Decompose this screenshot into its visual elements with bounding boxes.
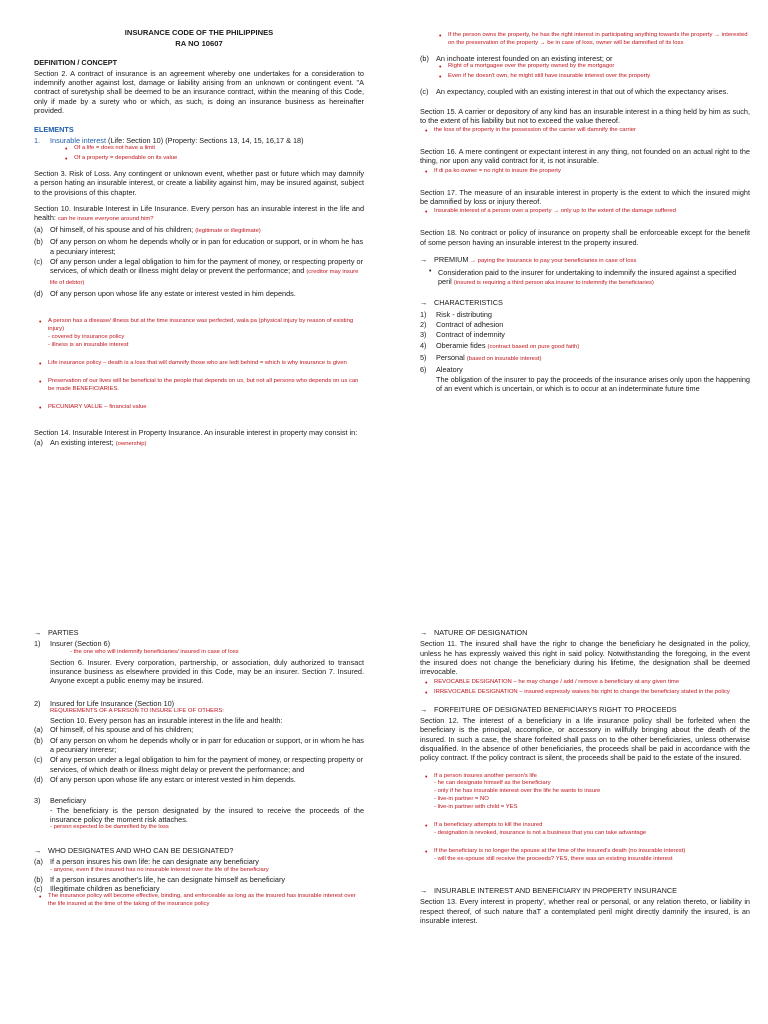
item-text: Personal — [436, 352, 467, 362]
section-10-notes — [34, 311, 364, 423]
item-mark: 4) — [420, 340, 427, 350]
item-text: Beneficiary — [50, 796, 87, 806]
item-mark: (c) — [34, 755, 43, 765]
item-text: Risk - distributing — [436, 309, 492, 319]
premium-heading — [420, 255, 750, 266]
item-text: Insured for Life Insurance (Section 10) — [50, 698, 175, 708]
item-text: Insurer (Section 6) — [50, 639, 111, 649]
premium-bullet-note: (insured is requiring a third person aka insurer to indemnify the beneficiaries) — [453, 280, 654, 287]
note-bullet: • IRREVOCABLE DESIGNATION – insured expressly waives his right to change the beneficiary stated in the policy — [420, 689, 750, 697]
item-text: An existing interest; — [50, 438, 116, 448]
section-3-text: Section 3. Risk of Loss. Any contingent or unknown event, whether past or future which may damnify a person hating an insurable interest, or create a liability against him, may be insured against, subject to the provisions of this chapter. — [34, 169, 364, 197]
item-text: Of any person upon whose life any estarc or interest vested in him depends. — [50, 774, 296, 784]
item-mark: (d) — [34, 774, 43, 784]
item-mark: 3) — [34, 796, 41, 806]
party-insurer — [34, 639, 364, 648]
section-6-text: Section 6. Insurer. Every corporation, partnership, or association, duly authorized to transact insurance business as elsewhere provided in this Code, may be an insurer. Section 7. Insured. Anyone except a public enemy may be insured. — [50, 657, 364, 686]
section-10-text — [34, 204, 364, 224]
item-mark: (b) — [34, 237, 43, 247]
insured-list — [34, 725, 364, 784]
document-subtitle: RA NO 10607 — [175, 38, 223, 48]
note-bullet: • If a beneficiary attempts to kill the insured - designation is revoked, insurance is not a business that you can take advantage — [420, 822, 750, 838]
beneficiary-note: - person expected to be damnified by the loss — [50, 824, 169, 831]
item-mark: 5) — [420, 352, 427, 362]
section-2-text: Section 2. A contract of insurance is an agreement whereby one undertakes for a consideration to indemnify another against lost, damage or liability arising from an unknown or contingent event. "A contract of suretyship shall be deemed to be an insurance contract, within the meaning of this Code, only if made by a surety who or which, as such, is doing an insurance business as hereinafter provided. — [34, 68, 364, 116]
item-mark: (b) — [34, 874, 43, 884]
section-16-text: Section 16. A mere contingent or expectant interest in any thing, not founded on an actual right to the thing, nor upon any valid contract for it, is not insurable. — [420, 147, 750, 166]
note-bullet: • The insurance policy will become effective, binding, and enforceable as long as the insured has insurable interest over the life insured at the time of the taking of the insurance policy — [34, 893, 364, 909]
arrow-icon: → — [420, 255, 428, 265]
element-1-rest: (Life: Section 10) (Property: Sections 13, 14, 15, 16,17 & 18) — [105, 135, 304, 145]
section-12-bullets — [420, 765, 750, 875]
section-13-text: Section 13. Every interest in property', whether real or personal, or any relation thereto, or liability in respect thereof, of such nature thaT a contemplated peril might directly damnify the insured, is an insurable interest. — [420, 897, 750, 926]
note-bullet: • REVOCABLE DESIGNATION – he may change / add / remove a beneficiary at any given time — [420, 679, 750, 687]
who-designates-heading — [34, 846, 364, 855]
note-bullet: • the loss of the property in the possession of the carrier will damnify the carrier — [420, 127, 750, 135]
arrow-icon: → — [420, 628, 428, 637]
section-18-text: Section 18. No contract or policy of insurance on property shall be enforceable except for the benefit of some person having an insurable interest tn the property insured. — [420, 228, 750, 247]
item-text: An expectancy, coupled with an existing interest in that out of which the expectancy arises. — [436, 87, 729, 97]
item-mark: (a) — [34, 438, 43, 448]
note-bullet: • Life insurance policy – death is a loss that will damnify those who are ledt behind = which is why insurance is given — [34, 360, 364, 368]
arrow-icon: → — [420, 704, 428, 714]
note-bullet: • If the beneficiary is no longer the spouse at the time of the insured's death (no insurable interest) - will the ex-spouse still receive the proceeds? YES, there was an existing insurable interest — [420, 848, 750, 864]
item-text: Of himself, of his spouse and of his children; — [50, 225, 196, 235]
section-17-text: Section 17. The measure of an insurable interest in property is the extent to which the insured might be damnified by loss or injury thereof. — [420, 187, 750, 207]
section-14-item-a — [34, 438, 364, 449]
premium-bullet — [424, 268, 750, 288]
item-mark: 1) — [34, 639, 41, 649]
insured-item — [34, 725, 364, 734]
item-note: (legitimate or illegitimate) — [195, 228, 261, 235]
section-17-bullets — [420, 208, 750, 216]
note-bullet: • Preservation of our lives will be beneficial to the people that depends on us, but not all persons who depends on us can be made BENEFICIARIES. — [34, 378, 364, 394]
premium-bullet-text: Consideration paid to the insurer for undertaking to indemnify the insured against a specified peril — [438, 268, 737, 287]
section-14-text: Section 14. Insurable Interest in Property Insurance. An insurable interest in property may consist in: — [34, 428, 358, 438]
who-item-a — [34, 857, 364, 866]
item-mark: (a) — [34, 725, 43, 735]
party-insured — [34, 699, 364, 708]
element-1-label: Insurable interest — [50, 135, 106, 145]
party-beneficiary — [34, 796, 364, 805]
item-mark: 2) — [34, 698, 41, 708]
aleatory-description: The obligation of the insurer to pay the proceeds of the insurance arises only upon the happening of an event which is uncertain, or which is to occur at an indeterminate future time — [436, 374, 750, 394]
item-mark: (a) — [34, 225, 43, 235]
item-mark: (c) — [34, 884, 43, 894]
element-1-bullet: • Of a life = does not have a limit — [60, 145, 364, 153]
beneficiary-description: - The beneficiary is the person designated by the insured to receive the proceeds of the insurance policy the moment risk attaches. — [50, 805, 364, 824]
document-page-2 — [0, 518, 768, 1024]
premium-label: PREMIUM — [434, 255, 469, 265]
item-mark: (c) — [420, 87, 429, 97]
item-note: (ownership) — [115, 441, 147, 448]
insured-requirements: REQUIREMENTS OF A PERSON TO INSURE LIFE OF OTHERS: — [50, 707, 224, 714]
item-text: Oberamie fides — [436, 340, 488, 350]
who-bullets — [34, 893, 364, 909]
section-10-main: Section 10. Insurable Interest in Life Insurance. Every person has an insurable interest in the life and health: — [34, 203, 364, 223]
arrow-icon: → — [34, 628, 42, 637]
characteristics-heading — [420, 298, 750, 307]
note-bullet: • PECUNIARY VALUE – financial value — [34, 404, 364, 412]
premium-note: → paying the insurance to pay your beneficiaries in case of loss — [468, 258, 637, 265]
parties-label: PARTIES — [48, 628, 79, 637]
item-mark: (c) — [34, 256, 43, 266]
section-10-item — [34, 225, 364, 236]
section-16-bullets — [420, 168, 750, 176]
characteristic-item — [420, 341, 750, 352]
page2-left-column — [34, 628, 364, 915]
item-mark: (b) — [34, 735, 43, 745]
who-item-c — [34, 884, 364, 893]
element-1 — [34, 136, 364, 145]
section-15-text: Section 15. A carrier or depository of any kind has an insurable interest in a thing held by him as such, to the extent of his liability but not to exceed the value thereof. — [420, 106, 750, 125]
arrow-icon: → — [420, 886, 428, 896]
item-note: (based on insurable interest) — [466, 355, 542, 362]
section-10-list — [34, 225, 364, 298]
item-text: Of any person on whom he depends wholly or in parr for education or support, or in whom he has a pecuniary inreresr; — [50, 735, 364, 754]
property-insurance-label: INSURABLE INTEREST AND BENEFICIARY IN PROPERTY INSURANCE — [434, 886, 678, 896]
item-note: (creditor may insure life of debtor) — [50, 269, 359, 287]
elements-heading: ELEMENTS — [34, 125, 74, 135]
element-1-bullets — [34, 145, 364, 163]
section-15-bullets — [420, 127, 750, 135]
document-page-1 — [0, 0, 768, 506]
item-mark: 6) — [420, 364, 427, 374]
characteristic-item — [420, 353, 750, 364]
item-text: Of any person on whom he depends wholly or in pan for education or support, or in whom he has a pecuniary interest; — [50, 237, 364, 256]
item-text: Illegitimate children as beneficiary — [50, 884, 160, 894]
arrow-icon: → — [34, 846, 42, 856]
characteristic-item — [420, 365, 750, 374]
item-mark: (d) — [34, 289, 43, 299]
note-bullet: • If di pa ko owner = no right to insure the property — [420, 168, 750, 176]
section-14-item-c — [420, 87, 750, 96]
forfeiture-heading — [420, 705, 750, 714]
section-10-item — [34, 257, 364, 288]
parties-heading — [34, 628, 364, 637]
item-mark: (a) — [34, 857, 43, 867]
insured-section-10: Section 10. Every person has an insurable interest in the life and health: — [50, 715, 283, 725]
item-text: Of any person under a legal obligation to him for the payment of money, or respecting property or services, of which death or illness might delay or prevent the performance; and — [50, 256, 363, 276]
section-10-item — [34, 289, 364, 298]
characteristics-label: CHARACTERISTICS — [434, 298, 503, 308]
element-1-number: 1. — [34, 135, 41, 145]
characteristic-item — [420, 330, 750, 339]
item-text: Contract of adhesion — [436, 319, 504, 329]
item-text: Aleatory — [436, 364, 463, 374]
insured-item — [34, 775, 364, 784]
note-bullet: • If a person insures another person's life - he can designate himself as the beneficiary - only if he has insurable interest over the life he wants to insure - live-in partner = NO - live-in partner with child = YES — [420, 773, 750, 813]
note-bullet: • If the person owns the property, he has the right interest in participating anything towards the property → interested on the preservation of the property → be in case of loss, owner will be damnified of its loss — [434, 32, 750, 48]
item-text: Of any person under a legal obligation to him for the payment of money, or respecting property or services, of which death or illness might delay or prevent the performance; and — [50, 755, 363, 774]
page2-right-column — [420, 628, 750, 932]
item-b-bullets — [420, 63, 750, 81]
page1-left-column — [34, 28, 364, 449]
note-bullet: • Right of a mortgagee over the property owned by the mortgagor — [434, 63, 750, 71]
note-bullet: • Even if he doesn't own, he might still have insurable interest over the property — [434, 73, 750, 81]
item-text: Of any person upon whose life any estate or interest vested in him depends. — [50, 289, 296, 299]
item-mark: (b) — [420, 53, 429, 63]
section-10-note: can he insure everyone around him? — [57, 216, 154, 223]
nature-heading — [420, 628, 750, 637]
property-insurance-heading — [420, 886, 750, 895]
item-text: Of himself, of his spouse and of his children; — [50, 725, 194, 735]
nature-label: NATURE OF DESIGNATION — [434, 628, 528, 637]
forfeiture-label: FORFEITURE OF DESIGNATED BENEFICIARYS RIGHT TO PROCEEDS — [434, 704, 677, 714]
item-note: (contract based on pure good faith) — [487, 343, 580, 350]
section-10-item — [34, 237, 364, 256]
characteristic-item — [420, 310, 750, 319]
who-item-a-note: - anyone, even if the insured has no insurable interest over the life of the beneficiary — [50, 866, 269, 873]
section-14-item-b — [420, 54, 750, 63]
note-bullet: • A person has a disease/ illness but at the time insurance was perfected, wala pa (physical injury by reason of existing injury) - covered by insurance policy - illness is an insurable interest — [34, 318, 364, 350]
arrow-icon: → — [420, 298, 428, 308]
who-item-b — [34, 875, 364, 884]
insurer-note: - the one who will indemnify beneficiaries/ insured in case of loss — [70, 648, 239, 655]
who-designates-label: WHO DESIGNATES AND WHO CAN BE DESIGNATED? — [48, 846, 234, 856]
item-text: An inchoate interest founded on an existing interest; or — [436, 53, 613, 63]
document-title: INSURANCE CODE OF THE PHILIPPINES — [124, 28, 274, 37]
item-text: Contract of indemnity — [436, 330, 505, 340]
ownership-bullets — [420, 32, 750, 48]
item-text: If a person insures his own life: he can designate any beneficiary — [50, 857, 259, 867]
note-bullet: • Insurable interest of a person over a property → only up to the extent of the damage suffered — [420, 208, 750, 216]
insured-item — [34, 755, 364, 774]
characteristics-list — [420, 310, 750, 374]
item-text: If a person insures another's life, he can designate himself as beneficiary — [50, 874, 286, 884]
element-1-bullet: • Of a property = dependable on its value — [60, 155, 364, 163]
insured-item — [34, 736, 364, 755]
page1-right-column — [420, 32, 750, 401]
section-11-bullets — [420, 679, 750, 697]
definition-heading: DEFINITION / CONCEPT — [34, 58, 118, 68]
item-mark: 1) — [420, 309, 427, 319]
section-11-text: Section 11. The insured shall have the righr to change the beneficiary he designated in the policy, unless he has expressly waived this right in said policy. Notwithstanding the foregoing, in the event the insured does not change the beneficiary during his lifetime, the designation shall be deemed irrevocable. — [420, 639, 750, 677]
characteristic-item — [420, 320, 750, 329]
item-mark: 3) — [420, 330, 427, 340]
item-mark: 2) — [420, 319, 427, 329]
section-12-text: Section 12. The interest of a beneficiary in a life insurance policy shall be forfeited when the beneficiary is the principal, accomplice, or accessory in willfully bringing about the death of the insured. In such a case, the share forfeited shall pass on to the other beneficiaries, unless otherwise disqualified. In the absence of other beneficiaries, the proceeds shall be paid in accordance with the policy contract. If the policy contract is silent, the proceeds shall be paid to the estate of the insured. — [420, 715, 750, 763]
premium-bullets — [420, 268, 750, 288]
